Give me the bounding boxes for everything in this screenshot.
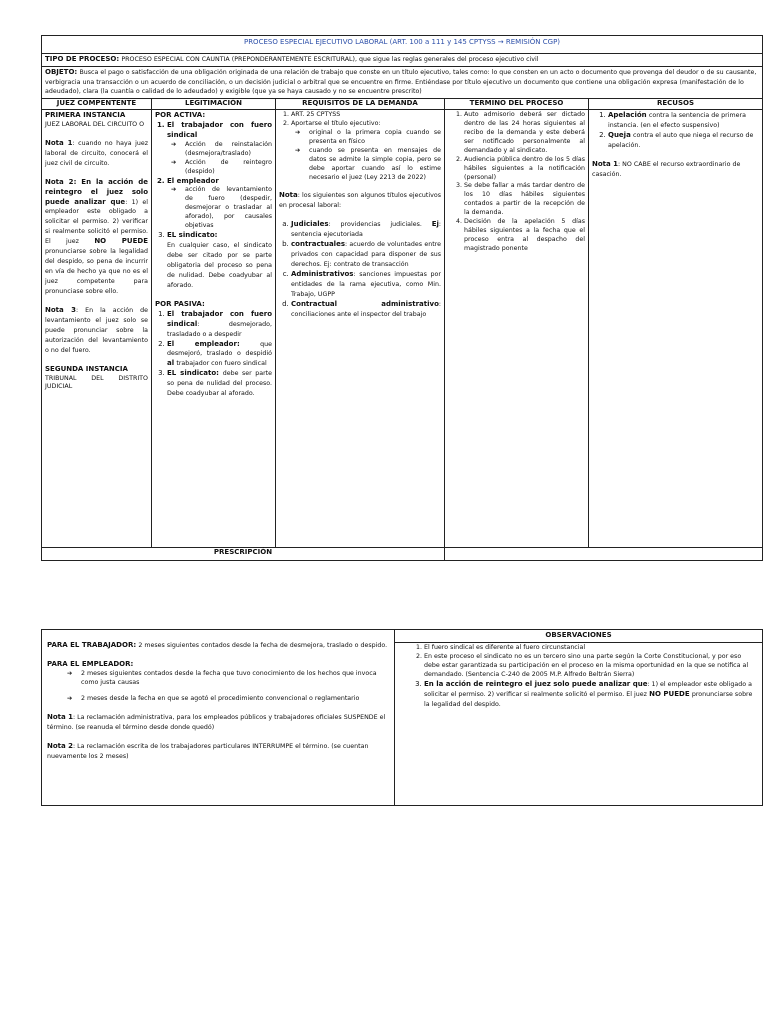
objeto-label: OBJETO	[45, 67, 75, 76]
juez-nota-2: Nota 2: En la acción de reintegro el juez solo puede analizar que: 1) el empleador este obligado a solicitar el permiso. 2) verificar si realmente solicitó el permiso. El juez NO PUEDE pronunciarse sobre la legalidad del despido, so pena de incurrir en vía de hecho ya que no es el juez competente para pronunciase sobre ello.	[45, 177, 148, 295]
tipo-text: PROCESO ESPECIAL CON CAUNTIA (PREPONDERANTEMENTE ESCRITURAL), que sigue las reglas generales del proceso ejecutivo civil	[121, 56, 539, 63]
juez-cell	[42, 109, 152, 547]
legitimacion-cell	[152, 109, 276, 547]
prescripcion-header: PRESCRIPCIÓN	[42, 547, 445, 560]
pasiva-item-1: 1. El trabajador con fuero sindical: desmejorado, trasladado o a despedir	[167, 310, 272, 340]
tipo-row: TIPO DE PROCESO: PROCESO ESPECIAL CON CAUNTIA (PREPONDERANTEMENTE ESCRITURAL), que sigue las reglas generales del proceso ejecutivo civil	[42, 54, 763, 67]
requisitos-cell	[276, 109, 445, 547]
pasiva-item-3: 3. EL sindicato: debe ser parte so pena de nulidad del proceso. Debe coadyubar al aforado.	[167, 369, 272, 399]
observacion-1: 1. El fuero sindical es diferente al fuero circunstancial	[424, 644, 757, 653]
termino-cell	[445, 109, 589, 547]
termino-item-1: 1. Auto admisorio deberá ser dictado dentro de las 24 horas siguientes al recibo de la demanda y este deberá ser notificado personalmente al demandado y al sindicato.	[464, 111, 585, 156]
header-legitimacion: LEGITIMACIÓN	[152, 99, 276, 110]
observacion-3: 3. En la acción de reintegro el juez solo puede analizar que: 1) el empleador este obligado a solicitar el permiso. 2) verificar si realmente solicitó el permiso. El juez NO PUEDE pronunciarse sobre la legalidad del despido.	[424, 680, 757, 710]
activa-item-2: 2. El empleador ➔ acción de levantamiento de fuero (despedir, desmejorar o trasladar al aforado), por causales objetivas	[167, 177, 272, 232]
empleador-label: PARA EL EMPLEADOR:	[47, 659, 134, 668]
activa-sub-1: ➔ Acción de reinstalación (desmejora/traslado)	[171, 140, 272, 157]
prescripcion-nota-1: Nota 1: La reclamación administrativa, para los empleados públicos y trabajadores oficiales SUSPENDE el término. (se reanuda el término desde donde quedó)	[47, 712, 386, 731]
por-pasiva-label: POR PASIVA:	[155, 299, 205, 308]
juez-segunda-text: TRIBUNAL DEL DISTRITO JUDICIAL	[45, 374, 148, 391]
activa-sub-3: ➔ acción de levantamiento de fuero (despedir, desmejorar o trasladar al aforado), por causales objetivas	[171, 186, 272, 230]
objeto-row: OBJETO: Busca el pago o satisfacción de una obligación originada de una relación de trabajo que conste en un título ejecutivo, tales como: lo que consten en un acto o documento que provenga del deudor o de su causante, verbigracia una transacción o un acuerdo de conciliación, o un decisión judicial o arbitral que se encuentre en firme. Entiéndase por título ejecutivo un documento que contiene una obligación expresa (manifestación de lo adeudado), clara (la cuantía o calidad de lo adeudado) y exigible (que ya se haya causado y no se encuentre prescrito)	[42, 66, 763, 98]
prescripcion-detail-cell	[42, 630, 395, 806]
req-titulo-b: b. contractuales: acuerdo de voluntades entre privados con capacidad para disponer de sus derechos. Ej: contrato de transacción	[291, 240, 441, 270]
trabajador-block: PARA EL TRABAJADOR: 2 meses siguientes contados desde la fecha de desmejora, traslado o despido.	[47, 641, 388, 649]
req-nota: Nota: los siguientes son algunos títulos ejecutivos en procesal laboral:	[279, 191, 441, 210]
termino-item-2: 2. Audiencia pública dentro de los 5 días hábiles siguientes a la notificación (personal)	[464, 156, 585, 183]
prescripcion-table	[41, 629, 763, 806]
termino-item-4: 4. Decisión de la apelación 5 días hábiles siguientes a la fecha que el proceso entra al despacho del magistrado ponente	[464, 218, 585, 254]
activa-item-1: 1. El trabajador con fuero sindical ➔ Acción de reinstalación (desmejora/traslado) ➔ Acción de reintegro (despido)	[167, 121, 272, 177]
empleador-item-1: ➔ 2 meses siguientes contados desde la fecha que tuvo conocimiento de los hechos que invoca como justa causas	[67, 669, 377, 686]
prescripcion-nota-2: Nota 2: La reclamación escrita de los trabajadores particulares INTERRUMPE el término. (se cuentan nuevamente los 2 meses)	[47, 741, 369, 760]
pasiva-item-2: 2. El empleador: que desmejoró, traslado o despidió al trabajador con fuero sindical	[167, 340, 272, 370]
header-juez: JUEZ COMPENTENTE	[42, 99, 152, 110]
arrow-icon: ➔	[295, 146, 301, 154]
empleador-item-2: ➔ 2 meses desde la fecha en que se agotó el procedimiento convencional o reglamentario	[67, 694, 360, 702]
arrow-icon: ➔	[171, 186, 177, 194]
req-item-1: 1. ART. 25 CPTYSS	[291, 111, 441, 120]
tipo-label: TIPO DE PROCESO	[45, 55, 117, 63]
arrow-icon: ➔	[67, 694, 73, 702]
termino-item-3: 3. Se debe fallar a más tardar dentro de los 10 días hábiles siguientes contados a partir de la recepción de la demanda.	[464, 182, 585, 218]
req-sub-2: ➔ cuando se presenta en mensajes de datos se admite la simple copia, pero se debe aportar cuando así lo estime necesario el juez (Ley 2213 de 2022)	[295, 146, 441, 181]
header-requisitos: REQUISITOS DE LA DEMANDA	[276, 99, 445, 110]
header-termino: TERMINO DEL PROCESO	[445, 99, 589, 110]
juez-primera-text: JUEZ LABORAL DEL CIRCUITO O	[45, 120, 145, 128]
observaciones-header: OBSERVACIONES	[395, 630, 763, 643]
document-title: PROCESO ESPECIAL EJECUTIVO LABORAL (ART. 100 a 111 y 145 CPTYSS → REMISIÓN CGP)	[42, 36, 763, 54]
recursos-cell	[589, 109, 763, 547]
arrow-icon: ➔	[171, 140, 177, 148]
req-sub-1: ➔ original o la primera copia cuando se presenta en físico	[295, 128, 441, 145]
req-titulo-c: c. Administrativos: sanciones impuestas por entidades de la rama ejecutiva, como Min. Trabajo, UGPP	[291, 270, 441, 300]
recurso-queja: 2. Queja contra el auto que niega el recurso de apelación.	[608, 131, 759, 151]
arrow-icon: ➔	[67, 669, 73, 677]
observacion-2: 2. En este proceso el sindicato no es un tercero sino una parte según la Corte Constitucional, y por eso debe estar garantizada su participación en el proceso en la misma oportunidad en la que se notifica al demandado. (Sentencia C-240 de 2005 M.P. Alfredo Beltrán Sierra)	[424, 653, 757, 680]
observaciones-cell	[395, 642, 763, 805]
req-titulo-d: d. Contractual administrativo: conciliaciones ante el inspector del trabajo	[291, 300, 441, 320]
juez-segunda-instancia: SEGUNDA INSTANCIA	[45, 364, 128, 373]
activa-sub-2: ➔ Acción de reintegro (despido)	[171, 158, 272, 175]
juez-nota-1: Nota 1: cuando no haya juez laboral de circuito, conocerá el juez civil de circuito.	[45, 138, 148, 167]
arrow-icon: ➔	[295, 128, 301, 136]
recursos-nota: Nota 1: NO CABE el recurso extraordinario de casación.	[592, 159, 741, 178]
prescripcion-empty	[445, 547, 763, 560]
juez-primera-instancia: PRIMERA INSTANCIA	[45, 110, 126, 119]
req-item-2: 2. Aportarse el título ejecutivo: ➔ original o la primera copia cuando se presenta en físico ➔ cuando se presenta en mensajes de datos se admite la simple copia, pero se debe aportar cuando así lo estime necesario el juez (Ley 2213 de 2022)	[291, 120, 441, 183]
arrow-icon: ➔	[171, 158, 177, 166]
recurso-apelacion: 1. Apelación contra la sentencia de primera instancia. (en el efecto suspensivo)	[608, 111, 759, 131]
objeto-text: Busca el pago o satisfacción de una obligación originada de una relación de trabajo que conste en un título ejecutivo, tales como: lo que consten en un acto o documento que provenga del deudor o de su causante, verbigracia una transacción o un acuerdo de conciliación, o un decisión judicial o arbitral que se encuentre en firme. Entiéndase por título ejecutivo un documento que contiene una obligación expresa (manifestación de lo adeudado), clara (la cuantía o calidad de lo adeudado) y exigible (que ya se haya causado y no se encuentre prescrito)	[45, 68, 757, 96]
req-titulo-a: a. Judiciales: providencias judiciales. Ej: sentencia ejecutoriada	[291, 220, 441, 240]
header-recursos: RECUSOS	[589, 99, 763, 110]
por-activa-label: POR ACTIVA:	[155, 110, 206, 119]
activa-item-3: 3. EL sindicato: En cualquier caso, el sindicato debe ser citado por se parte obligatoria del proceso so pena de nulidad. Debe coadyubar al aforado.	[167, 231, 272, 291]
juez-nota-3: Nota 3: En la acción de levantamiento el juez solo se puede pronunciar sobre la autorización del levantamiento o no del fuero.	[45, 305, 148, 354]
main-table	[41, 35, 763, 561]
